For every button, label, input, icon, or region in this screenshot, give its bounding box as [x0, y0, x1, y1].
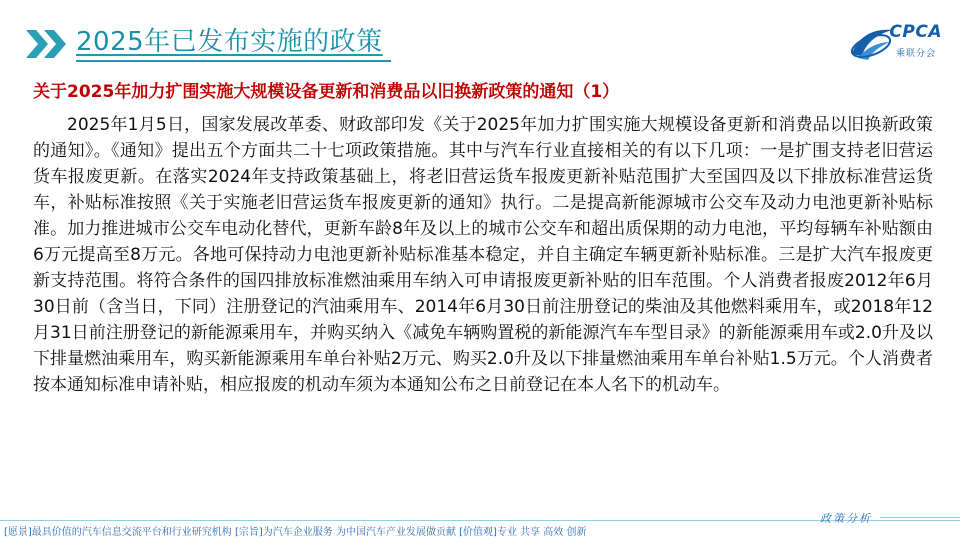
slide-header [0, 0, 960, 68]
page-title: 2025年已发布实施的政策 [76, 27, 383, 57]
cpca-logo [848, 20, 948, 64]
body-paragraph: 2025年1月5日，国家发展改革委、财政部印发《关于2025年加力扩围实施大规模设备更新和消费品以旧换新政策的通知》。《通知》提出五个方面共二十七项政策措施。其中与汽车行业直接相关的有以下几项：一是扩围支持老旧营运货车报废更新。在落实2024年支持政策基础上，将老旧营运货车报废更新补贴范围扩大至国四及以下排放标准营运货车，补贴标准按照《关于实施老旧营运货车报废更新的通知》执行。二是提高新能源城市公交车及动力电池更新补贴标准。加力推进城市公交车电动化替代，更新车龄8年及以上的城市公交车和超出质保期的动力电池，平均每辆车补贴额由6万元提高至8万元。各地可保持动力电池更新补贴标准基本稳定，并自主确定车辆更新补贴标准。三是扩大汽车报废更新支持范围。将符合条件的国四排放标准燃油乘用车纳入可申请报废更新补贴的旧车范围。个人消费者报废2012年6月30日前（含当日，下同）注册登记的汽油乘用车、2014年6月30日前注册登记的柴油及其他燃料乘用车，或2018年12月31日前注册登记的新能源乘用车，并购买纳入《减免车辆购置税的新能源汽车车型目录》的新能源乘用车或2.0升及以下排量燃油乘用车，购买新能源乘用车单台补贴2万元、购买2.0升及以下排量燃油乘用车单台补贴1.5万元。个人消费者按本通知标准申请补贴，相应报废的机动车须为本通知公布之日前登记在本人名下的机动车。 [33, 115, 933, 395]
logo-subtitle: 乘联分会 [895, 49, 936, 59]
logo-swoosh-icon [848, 24, 894, 62]
slide-footer [0, 512, 960, 540]
page-title-container [76, 26, 391, 62]
footer-right-divider [880, 517, 960, 518]
footer-divider [0, 520, 960, 521]
footer-text: [愿景]最具价值的汽车信息交流平台和行业研究机构 [宗旨]为汽车企业服务 为中国汽车产业发展做贡献 [价值观]专业 共享 高效 创新 [4, 527, 587, 538]
double-chevron-icon [26, 30, 72, 58]
logo-name: CPCA [889, 22, 942, 42]
footer-section-label: 政策分析 [820, 512, 872, 525]
section-title: 关于2025年加力扩围实施大规模设备更新和消费品以旧换新政策的通知（1） [33, 82, 620, 102]
